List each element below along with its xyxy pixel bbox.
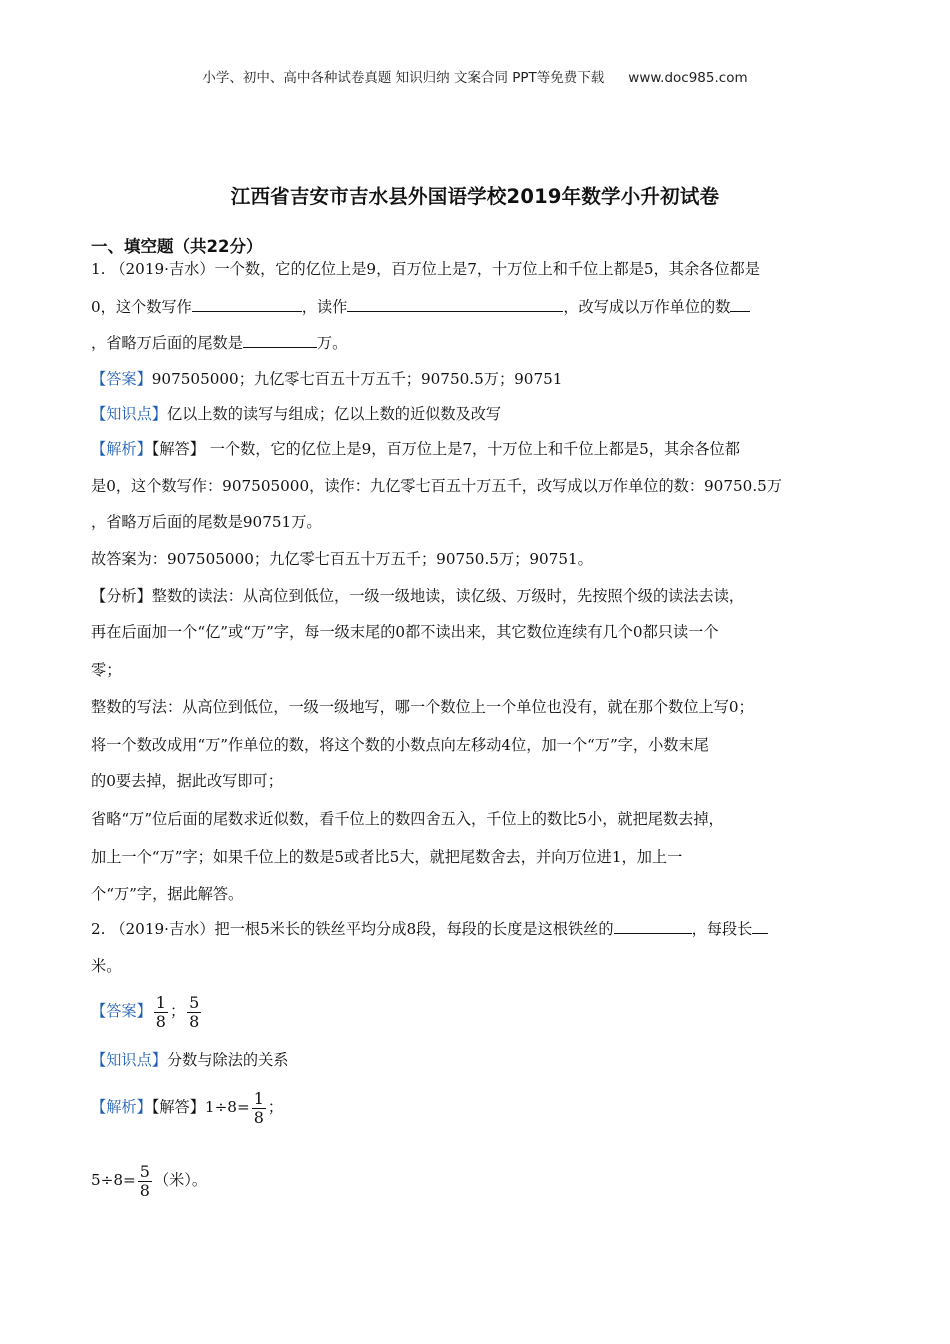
numerator: 5 [139, 1161, 150, 1181]
q2-answer [91, 991, 203, 1031]
solution-end: ； [267, 1098, 284, 1116]
numerator: 1 [155, 992, 166, 1012]
denominator: 8 [189, 1011, 200, 1031]
q1-analysis-5: 【分析】整数的读法：从高位到低位，一级一级地读，读亿级、万级时，先按照个级的读法去读， [91, 587, 745, 605]
analysis-tag: 【解析】 [91, 440, 152, 458]
q1-analysis-7: 零； [91, 661, 122, 679]
analysis-text: 【解答】 一个数，它的亿位上是9，百万位上是7，十万位上和千位上都是5，其余各位都 [151, 440, 740, 458]
q2-solution-2 [91, 1160, 207, 1200]
fraction [138, 1163, 152, 1200]
separator: ； [169, 1002, 186, 1020]
q1-l3a: ，省略万后面的尾数是 [91, 334, 243, 352]
header-text: 小学、初中、高中各种试卷真题 知识归纳 文案合同 PPT等免费下载 [202, 70, 605, 86]
fraction [187, 994, 201, 1031]
q1-analysis-11: 省略“万”位后面的尾数求近似数，看千位上的数四舍五入，千位上的数比5小，就把尾数去掉， [91, 810, 724, 828]
q2-solution-1 [91, 1087, 283, 1127]
q2-line-1 [91, 919, 768, 939]
answer-blank[interactable] [614, 919, 692, 934]
q1-analysis-3: ，省略万后面的尾数是90751万。 [91, 513, 322, 531]
denominator: 8 [253, 1107, 264, 1127]
knowledge-text: 分数与除法的关系 [166, 1051, 289, 1069]
q1-analysis-12: 加上一个“万”字；如果千位上的数是5或者比5大，就把尾数舍去，并向万位进1，加上一 [91, 848, 683, 866]
q1-analysis-8: 整数的写法：从高位到低位，一级一级地写，哪一个数位上一个单位也没有，就在那个数位上写0； [91, 698, 754, 716]
q2-line-2: 米。 [91, 957, 122, 975]
q1-analysis-2: 是0，这个数写作：907505000，读作：九亿零七百五十万五千，改写成以万作单位的数：90750.5万 [91, 477, 782, 495]
q2-l1a: 2. （2019·吉水）把一根5米长的铁丝平均分成8段，每段的长度是这根铁丝的 [91, 920, 614, 938]
answer-text: 907505000；九亿零七百五十万五千；90750.5万；90751 [151, 370, 563, 388]
section-heading: 一、填空题（共22分） [91, 237, 263, 256]
numerator: 1 [253, 1088, 264, 1108]
answer-tag: 【答案】 [91, 370, 152, 388]
answer-blank[interactable] [730, 297, 750, 312]
page-header [0, 66, 950, 86]
fraction [154, 994, 168, 1031]
solution-end: （米）。 [153, 1171, 208, 1189]
denominator: 8 [139, 1180, 150, 1200]
solution-lead: 【解答】1÷8= [151, 1098, 250, 1116]
knowledge-tag: 【知识点】 [91, 405, 167, 423]
q2-knowledge-point [91, 1050, 288, 1070]
q1-line-1: 1. （2019·吉水）一个数，它的亿位上是9，百万位上是7，十万位上和千位上都是5，其余各位都是 [91, 260, 760, 278]
q1-analysis-4: 故答案为：907505000；九亿零七百五十万五千；90750.5万；90751。 [91, 550, 593, 568]
header-site-link[interactable]: www.doc985.com [628, 70, 748, 86]
document-title: 江西省吉安市吉水县外国语学校2019年数学小升初试卷 [230, 185, 720, 208]
q1-analysis-13: 个“万”字，据此解答。 [91, 885, 244, 903]
analysis-tag: 【解析】 [91, 1098, 152, 1116]
numerator: 5 [189, 992, 200, 1012]
q1-analysis-6: 再在后面加一个“亿”或“万”字，每一级末尾的0都不读出来，其它数位连续有几个0都只读一个 [91, 623, 719, 641]
q1-analysis-9: 将一个数改成用“万”作单位的数，将这个数的小数点向左移动4位，加一个“万”字，小数末尾 [91, 736, 709, 754]
q1-knowledge-point [91, 404, 501, 424]
q1-l2a: 0，这个数写作 [91, 298, 192, 316]
answer-tag: 【答案】 [91, 1002, 152, 1020]
solution-lead: 5÷8= [91, 1171, 136, 1189]
denominator: 8 [155, 1011, 166, 1031]
fraction [252, 1090, 266, 1127]
answer-blank[interactable] [243, 333, 317, 348]
q1-line-2 [91, 297, 750, 317]
q1-answer [91, 369, 562, 389]
q1-line-3 [91, 333, 347, 353]
answer-blank[interactable] [192, 297, 302, 312]
answer-blank[interactable] [752, 919, 768, 934]
q1-l3b: 万。 [316, 334, 348, 352]
q1-l2b: ，读作 [301, 298, 348, 316]
knowledge-tag: 【知识点】 [91, 1051, 167, 1069]
answer-blank[interactable] [347, 297, 563, 312]
q1-analysis-10: 的0要去掉，据此改写即可； [91, 772, 283, 790]
q1-l2c: ，改写成以万作单位的数 [563, 298, 731, 316]
q1-analysis-1 [91, 439, 740, 459]
knowledge-text: 亿以上数的读写与组成；亿以上数的近似数及改写 [166, 405, 502, 423]
q2-l1b: ，每段长 [691, 920, 753, 938]
